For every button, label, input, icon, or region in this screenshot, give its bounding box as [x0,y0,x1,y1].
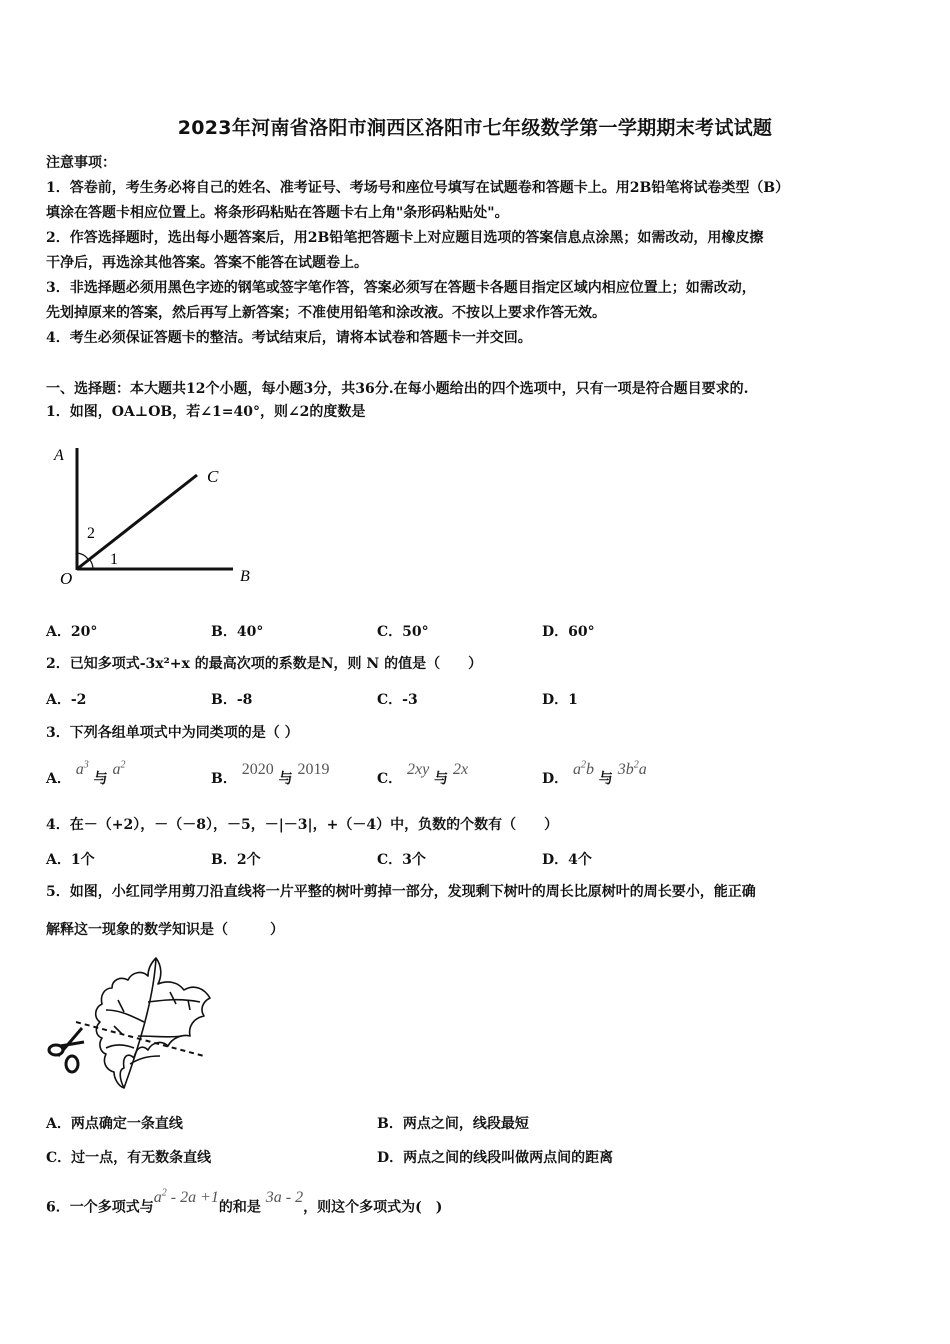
conjunction: 与 [93,771,108,787]
math-term: b [586,761,595,778]
notice-line: 2．作答选择题时，选出每小题答案后，用2B铅笔把答题卡上对应题目选项的答案信息点涂黑；如需改动，用橡皮擦 [46,230,764,246]
math-term: a [573,761,582,778]
math-exponent: 3 [83,759,89,771]
q1-option-a[interactable]: A．20° [46,624,98,640]
option-letter: B． [211,771,237,787]
q3-option-d[interactable] [542,759,647,788]
q1-option-b[interactable]: B．40° [211,624,264,640]
question-5-stem: 5．如图，小红同学用剪刀沿直线将一片平整的树叶剪掉一部分，发现剩下树叶的周长比原树叶的周长要小，能正确 [46,884,756,900]
q6-text: 的和是 [218,1199,261,1216]
question-6-stem [46,1188,443,1217]
q2-option-d[interactable]: D．1 [542,692,578,708]
math-term: a [75,761,84,778]
notice-line: 填涂在答题卡相应位置上。将条形码粘贴在答题卡右上角"条形码粘贴处"。 [46,205,509,221]
cut-line [76,1022,204,1056]
page-title: 2023年河南省洛阳市涧西区洛阳市七年级数学第一学期期末考试试题 [177,117,773,139]
notice-line: 干净后，再选涂其他答案。答案不能答在试题卷上。 [46,255,368,271]
q3-option-a[interactable] [46,759,126,788]
question-5-stem-cont: 解释这一现象的数学知识是（ ） [46,922,284,938]
notice-line: 1．答卷前，考生务必将自己的姓名、准考证号、考场号和座位号填写在试题卷和答题卡上。用2B铅笔将试卷类型（B） [46,180,790,196]
section-heading: 一、选择题：本大题共12个小题，每小题3分，共36分.在每小题给出的四个选项中，只有一项是符合题目要求的. [46,381,749,397]
option-letter: D． [542,771,569,787]
conjunction: 与 [278,771,293,787]
q3-option-c[interactable] [377,761,469,788]
q5-option-d[interactable]: D．两点之间的线段叫做两点间的距离 [377,1150,614,1166]
label-angle-2: 2 [87,525,95,542]
math-term: 2020 [241,761,274,778]
math-exponent: 2 [581,759,587,771]
question-1-stem: 1．如图，OA⊥OB，若∠1=40°，则∠2的度数是 [46,404,366,420]
math-exponent: 2 [120,759,126,771]
math-term: 3a - 2 [265,1189,304,1207]
q1-option-d[interactable]: D．60° [542,624,595,640]
q2-option-a[interactable]: A．-2 [46,692,87,708]
notice-line: 3．非选择题必须用黑色字迹的钢笔或签字笔作答，答案必须写在答题卡各题目指定区域内相应位置上；如需改动， [46,280,756,296]
q4-option-a[interactable]: A．1个 [46,852,95,868]
label-A: A [54,447,64,464]
math-term: 2019 [297,761,330,778]
leaf-icon [96,958,210,1088]
label-O: O [60,569,73,588]
math-term: 2x [452,761,469,778]
notice-line: 先划掉原来的答案，然后再写上新答案；不准使用铅笔和涂改液。不按以上要求作答无效。 [46,305,606,321]
q4-option-d[interactable]: D．4个 [542,852,592,868]
q1-option-c[interactable]: C．50° [377,624,429,640]
label-C: C [207,467,219,486]
math-term: 3b [617,761,634,778]
label-B: B [240,568,250,585]
q4-option-b[interactable]: B．2个 [211,852,261,868]
q6-text: ，则这个多项式为( ) [303,1199,443,1216]
math-term: 2xy [407,761,430,778]
question-2-stem: 2．已知多项式-3x²+x 的最高次项的系数是N，则 N 的值是（ ） [46,656,483,672]
notice-line: 4．考生必须保证答题卡的整洁。考试结束后，请将本试卷和答题卡一并交回。 [46,330,532,346]
q5-option-a[interactable]: A．两点确定一条直线 [46,1116,183,1132]
q5-option-b[interactable]: B．两点之间，线段最短 [377,1116,529,1132]
q4-option-c[interactable]: C．3个 [377,852,426,868]
scissors-icon [49,1028,84,1072]
notice-heading: 注意事项： [46,155,116,171]
q5-option-c[interactable]: C．过一点，有无数条直线 [46,1150,212,1166]
conjunction: 与 [598,771,613,787]
option-letter: C． [377,771,403,787]
q6-text: 6．一个多项式与 [46,1199,154,1216]
math-term: a [153,1189,162,1207]
question-4-stem: 4．在－（+2），－（－8），－5，－|－3|，+（－4）中，负数的个数有（ ） [46,817,559,833]
conjunction: 与 [434,771,449,787]
q2-option-b[interactable]: B．-8 [211,692,253,708]
option-letter: A． [46,771,71,787]
angle-figure [46,438,276,588]
question-3-stem: 3．下列各组单项式中为同类项的是（ ） [46,725,299,741]
q3-option-b[interactable] [211,761,330,788]
math-term: a [638,761,647,778]
leaf-scissors-figure [44,952,224,1092]
math-term: a [112,761,121,778]
q2-option-c[interactable]: C．-3 [377,692,418,708]
math-term: - 2a +1 [166,1189,219,1207]
math-exponent: 2 [633,759,639,771]
math-exponent: 2 [161,1188,167,1199]
label-angle-1: 1 [110,551,118,568]
